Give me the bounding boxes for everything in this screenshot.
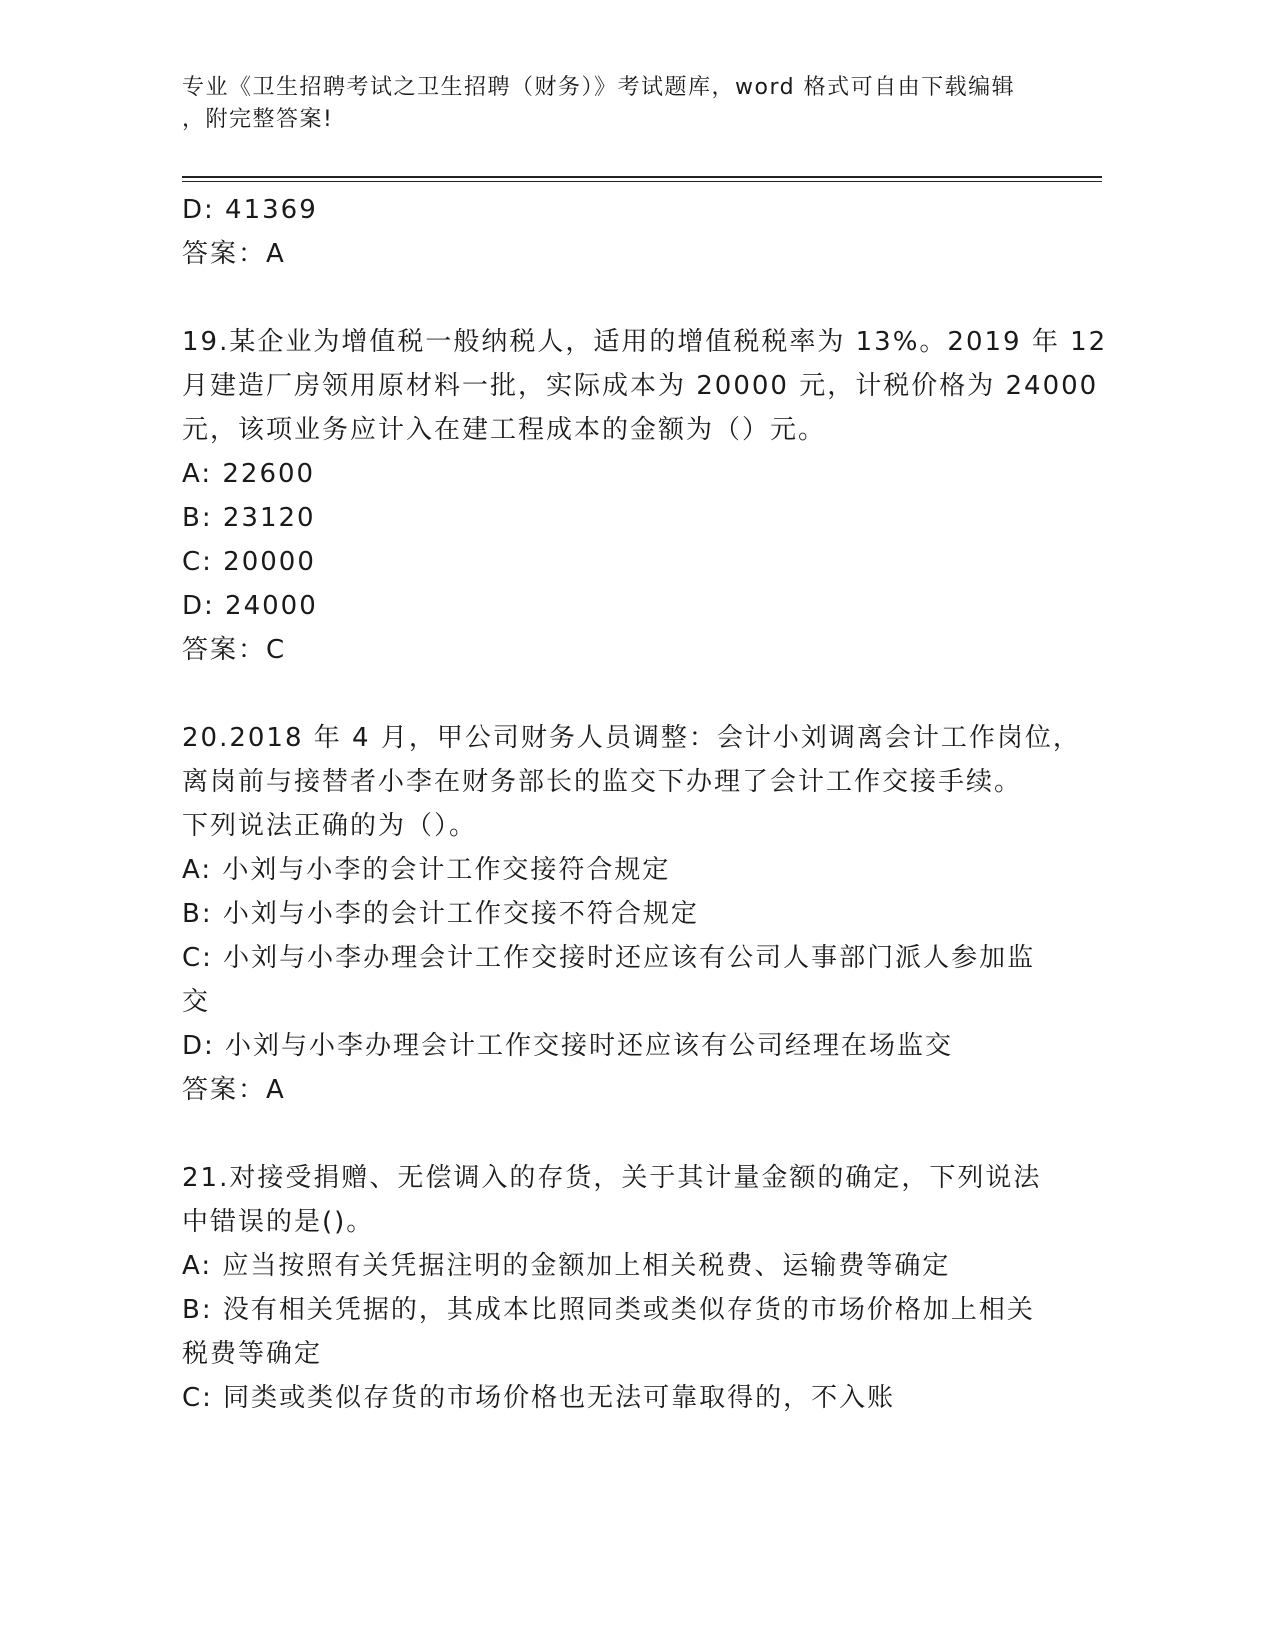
option-d: D: 24000 [182,591,318,621]
option-c: C: 同类或类似存货的市场价格也无法可靠取得的，不入账 [182,1383,896,1413]
prev-question-option-d: D: 41369 [182,195,318,225]
question-stem-line: 离岗前与接替者小李在财务部长的监交下办理了会计工作交接手续。 [182,767,1023,797]
option-b: B: 小刘与小李的会计工作交接不符合规定 [182,899,699,929]
option-b: B: 没有相关凭据的，其成本比照同类或类似存货的市场价格加上相关 [182,1295,1035,1325]
spacer [182,276,1062,320]
question-stem-line: 下列说法正确的为（）。 [182,811,478,841]
option-a: A: 小刘与小李的会计工作交接符合规定 [182,855,671,885]
option-b-continued: 税费等确定 [182,1339,323,1369]
prev-question-answer: 答案：A [182,239,286,269]
question-stem-line: 元，该项业务应计入在建工程成本的金额为（）元。 [182,415,827,445]
answer: 答案：A [182,1075,286,1105]
document-header [182,72,1062,136]
option-a: A: 应当按照有关凭据注明的金额加上相关税费、运输费等确定 [182,1251,951,1281]
spacer [182,1112,1062,1156]
option-c-continued: 交 [182,987,211,1017]
option-c: C: 20000 [182,547,316,577]
option-b: B: 23120 [182,503,316,533]
header-title-line-2: ，附完整答案! [182,107,334,132]
question-stem-line: 21.对接受捐赠、无偿调入的存货，关于其计量金额的确定，下列说法 [182,1163,1042,1193]
question-stem-line: 中错误的是()。 [182,1207,375,1237]
spacer [182,672,1062,716]
question-stem-line: 月建造厂房领用原材料一批，实际成本为 20000 元，计税价格为 24000 [182,371,1099,401]
question-20 [182,716,1081,1112]
question-stem-line: 19.某企业为增值税一般纳税人，适用的增值税税率为 13%。2019 年 12 [182,327,1108,357]
answer: 答案：C [182,635,287,665]
option-c: C: 小刘与小李办理会计工作交接时还应该有公司人事部门派人参加监 [182,943,1036,973]
option-d: D: 小刘与小李办理会计工作交接时还应该有公司经理在场监交 [182,1031,954,1061]
question-21 [182,1156,1062,1420]
header-title-line-1: 专业《卫生招聘考试之卫生招聘（财务）》考试题库，word 格式可自由下载编辑 [182,75,1016,100]
question-stem-line: 20.2018 年 4 月，甲公司财务人员调整：会计小刘调离会计工作岗位， [182,723,1081,753]
document-body [182,188,1108,1420]
header-divider [182,176,1102,182]
option-a: A: 22600 [182,459,316,489]
question-19 [182,320,1108,672]
